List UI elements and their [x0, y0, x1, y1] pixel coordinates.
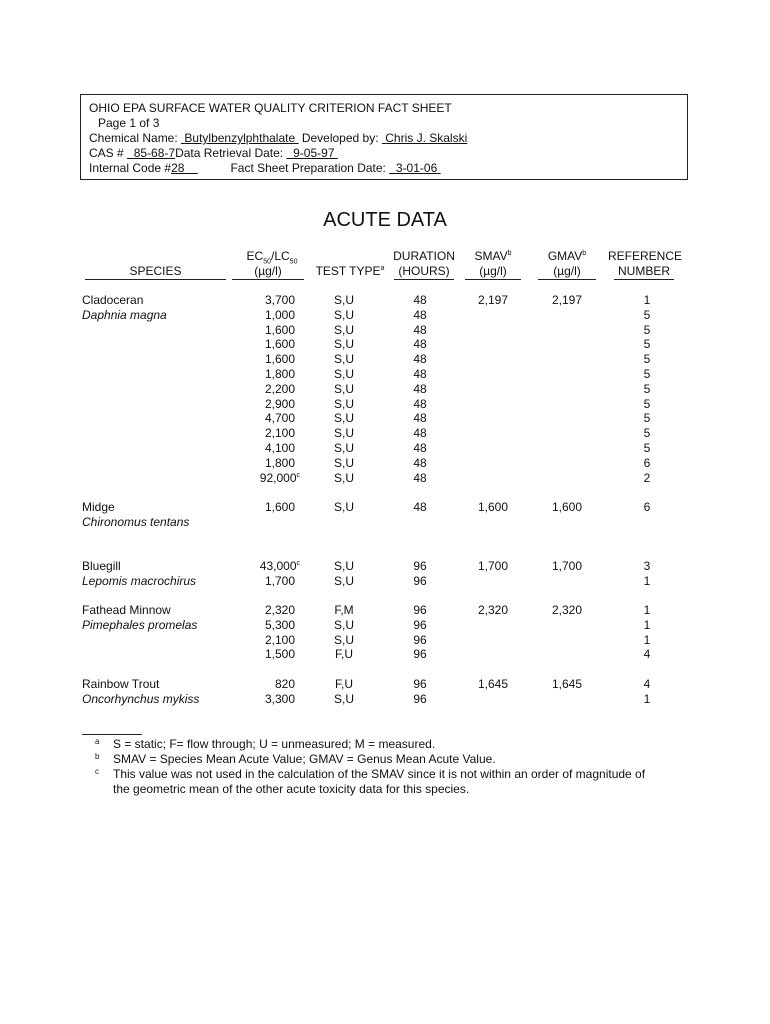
ec-value: 5,300: [264, 617, 295, 632]
ec-value: 1,600: [264, 352, 295, 367]
footnote-text: S = static; F= flow through; U = unmeasured; M = measured.: [113, 737, 436, 751]
species-latin-name: Lepomis macrochirus: [82, 573, 197, 588]
test-type-value: S,U: [333, 617, 354, 632]
gmav-value: 2,197: [551, 293, 583, 307]
duration-header: DURATION: [393, 249, 455, 263]
test-type-value: S,U: [333, 441, 354, 455]
test-type-value: S,U: [333, 293, 354, 307]
reference-value: 6: [643, 455, 651, 470]
ec-value: 2,100: [264, 426, 295, 441]
footnote-mark: b: [95, 752, 100, 761]
ec-value: 3,300: [264, 691, 295, 706]
reference-value: 1: [643, 603, 651, 617]
ec-value: 2,320: [264, 603, 295, 617]
ec-value: 4,700: [264, 411, 295, 426]
reference-value: 5: [643, 352, 651, 367]
duration-value: 48: [413, 426, 427, 441]
footnote-mark: a: [95, 737, 100, 746]
ec-value: 2,100: [264, 632, 295, 647]
ec-value: 3,700: [264, 293, 295, 307]
ec-value: 1,600: [264, 322, 295, 337]
test-type-value: S,U: [333, 411, 354, 426]
ec-value: 1,800: [264, 455, 295, 470]
reference-value: 1: [643, 691, 651, 706]
footnote-text: This value was not used in the calculation of the SMAV since it is not within an order of magnitude of: [113, 767, 646, 781]
duration-value: 48: [413, 441, 427, 455]
duration-value: 96: [413, 647, 427, 662]
species-common-name: Bluegill: [82, 559, 121, 573]
ec-value: 2,900: [264, 396, 295, 411]
smav-header: SMAV$^b$: [474, 249, 512, 263]
header-title: OHIO EPA SURFACE WATER QUALITY CRITERION FACT SHEET: [89, 101, 452, 115]
duration-value: 96: [413, 559, 427, 573]
chemical-line: [89, 131, 679, 146]
test-type-value: S,U: [333, 500, 354, 514]
ec-value: 1,600: [264, 500, 295, 514]
duration-value: 96: [413, 617, 427, 632]
reference-value: 5: [643, 381, 651, 396]
gmav-value: 1,645: [551, 677, 583, 691]
footnote-text: SMAV = Species Mean Acute Value; GMAV = Genus Mean Acute Value.: [113, 752, 496, 766]
smav-unit-header: (µg/l): [465, 264, 521, 280]
duration-value: 48: [413, 337, 427, 352]
footnote-divider: [82, 734, 142, 735]
species-common-name: Fathead Minnow: [82, 603, 171, 617]
reference-value: 6: [643, 500, 651, 514]
reference-value: 5: [643, 307, 651, 322]
test-type-value: S,U: [333, 426, 354, 441]
ec-value: 820: [274, 677, 295, 691]
test-type-value: S,U: [333, 455, 354, 470]
reference-value: 1: [643, 293, 651, 307]
duration-value: 48: [413, 411, 427, 426]
ec-value: 4,100: [264, 441, 295, 455]
duration-value: 48: [413, 307, 427, 322]
retrieval-label: Data Retrieval Date:: [175, 146, 284, 160]
reference-unit-header: NUMBER: [614, 264, 674, 280]
test-type-value: S,U: [333, 367, 354, 381]
ec-value: 1,000: [264, 307, 295, 322]
species-header: SPECIES: [85, 264, 226, 280]
species-latin-name: Pimephales promelas: [82, 617, 198, 632]
smav-value: 1,600: [477, 500, 509, 514]
duration-value: 48: [413, 470, 427, 485]
section-title: ACUTE DATA: [323, 209, 447, 231]
developed-label: Developed by:: [301, 131, 379, 145]
cas-label: CAS #: [89, 146, 124, 160]
duration-value: 96: [413, 632, 427, 647]
species-latin-name: Oncorhynchus mykiss: [82, 691, 200, 706]
gmav-value: 1,700: [551, 559, 583, 573]
prep-label: Fact Sheet Preparation Date:: [230, 161, 386, 175]
duration-value: 96: [413, 603, 427, 617]
species-common-name: Rainbow Trout: [82, 677, 160, 691]
duration-value: 48: [413, 367, 427, 381]
gmav-value: 1,600: [551, 500, 583, 514]
ec-header: $EC_{50}/LC_{50}$: [246, 249, 298, 266]
test-type-value: S,U: [333, 632, 354, 647]
internal-line: [89, 161, 679, 176]
footnote-text: the geometric mean of the other acute toxicity data for this species.: [113, 782, 470, 796]
duration-value: 48: [413, 293, 427, 307]
smav-value: 1,645: [477, 677, 509, 691]
duration-value: 48: [413, 455, 427, 470]
test-type-value: S,U: [333, 396, 354, 411]
duration-value: 48: [413, 396, 427, 411]
reference-value: 5: [643, 367, 651, 381]
internal-code: 28: [171, 161, 185, 175]
reference-value: 1: [643, 632, 651, 647]
reference-value: 5: [643, 441, 651, 455]
cas-number: 85-68-7: [133, 146, 176, 160]
ec-value: 1,600: [264, 337, 295, 352]
test-type-value: S,U: [333, 352, 354, 367]
test-type-value: S,U: [333, 307, 354, 322]
smav-value: 2,197: [477, 293, 509, 307]
ec-value: 43,000$^c$: [259, 559, 300, 573]
species-latin-name: Daphnia magna: [82, 307, 167, 322]
test-type-value: S,U: [333, 573, 354, 588]
ec-value: 2,200: [264, 381, 295, 396]
test-type-value: S,U: [333, 470, 354, 485]
species-common-name: Midge: [82, 500, 115, 514]
test-type-header: TEST TYPE$^a$: [315, 264, 385, 278]
reference-value: 5: [643, 396, 651, 411]
smav-value: 1,700: [477, 559, 509, 573]
ec-value: 1,700: [264, 573, 295, 588]
internal-label: Internal Code #: [89, 161, 172, 175]
developer-name: Chris J. Skalski: [385, 131, 468, 145]
species-common-name: Cladoceran: [82, 293, 144, 307]
duration-value: 48: [413, 381, 427, 396]
reference-value: 3: [643, 559, 651, 573]
reference-value: 2: [643, 470, 651, 485]
chemical-label: Chemical Name:: [89, 131, 178, 145]
ec-value: 1,800: [264, 367, 295, 381]
species-latin-name: Chironomus tentans: [82, 514, 190, 529]
duration-value: 48: [413, 322, 427, 337]
gmav-unit-header: (µg/l): [538, 264, 596, 280]
test-type-value: F,U: [335, 647, 353, 662]
footnote-mark: c: [95, 767, 99, 776]
duration-value: 96: [413, 691, 427, 706]
ec-value: 92,000$^c$: [259, 470, 300, 485]
gmav-value: 2,320: [551, 603, 583, 617]
duration-value: 48: [413, 352, 427, 367]
ec-unit-header: (µg/l): [232, 264, 304, 280]
duration-value: 96: [413, 677, 427, 691]
chemical-name: Butylbenzylphthalate: [184, 131, 296, 145]
reference-value: 5: [643, 337, 651, 352]
gmav-header: GMAV$^b$: [547, 249, 587, 263]
reference-value: 5: [643, 426, 651, 441]
duration-unit-header: (HOURS): [394, 264, 454, 280]
cas-line: [89, 146, 679, 161]
test-type-value: S,U: [333, 322, 354, 337]
test-type-value: S,U: [333, 381, 354, 396]
reference-value: 1: [643, 617, 651, 632]
reference-value: 5: [643, 322, 651, 337]
test-type-value: S,U: [333, 691, 354, 706]
reference-value: 4: [643, 677, 651, 691]
test-type-value: F,U: [335, 677, 353, 691]
reference-value: 1: [643, 573, 651, 588]
retrieval-date: 9-05-97: [293, 146, 335, 160]
duration-value: 96: [413, 573, 427, 588]
duration-value: 48: [413, 500, 427, 514]
fact-sheet-header: [80, 94, 688, 180]
reference-value: 5: [643, 411, 651, 426]
reference-value: 4: [643, 647, 651, 662]
test-type-value: S,U: [333, 337, 354, 352]
smav-value: 2,320: [477, 603, 509, 617]
prep-date: 3-01-06: [395, 161, 438, 175]
page-indicator: Page 1 of 3: [98, 116, 160, 130]
reference-header: REFERENCE: [607, 249, 682, 263]
test-type-value: F,M: [334, 603, 354, 617]
ec-value: 1,500: [264, 647, 295, 662]
test-type-value: S,U: [333, 559, 354, 573]
